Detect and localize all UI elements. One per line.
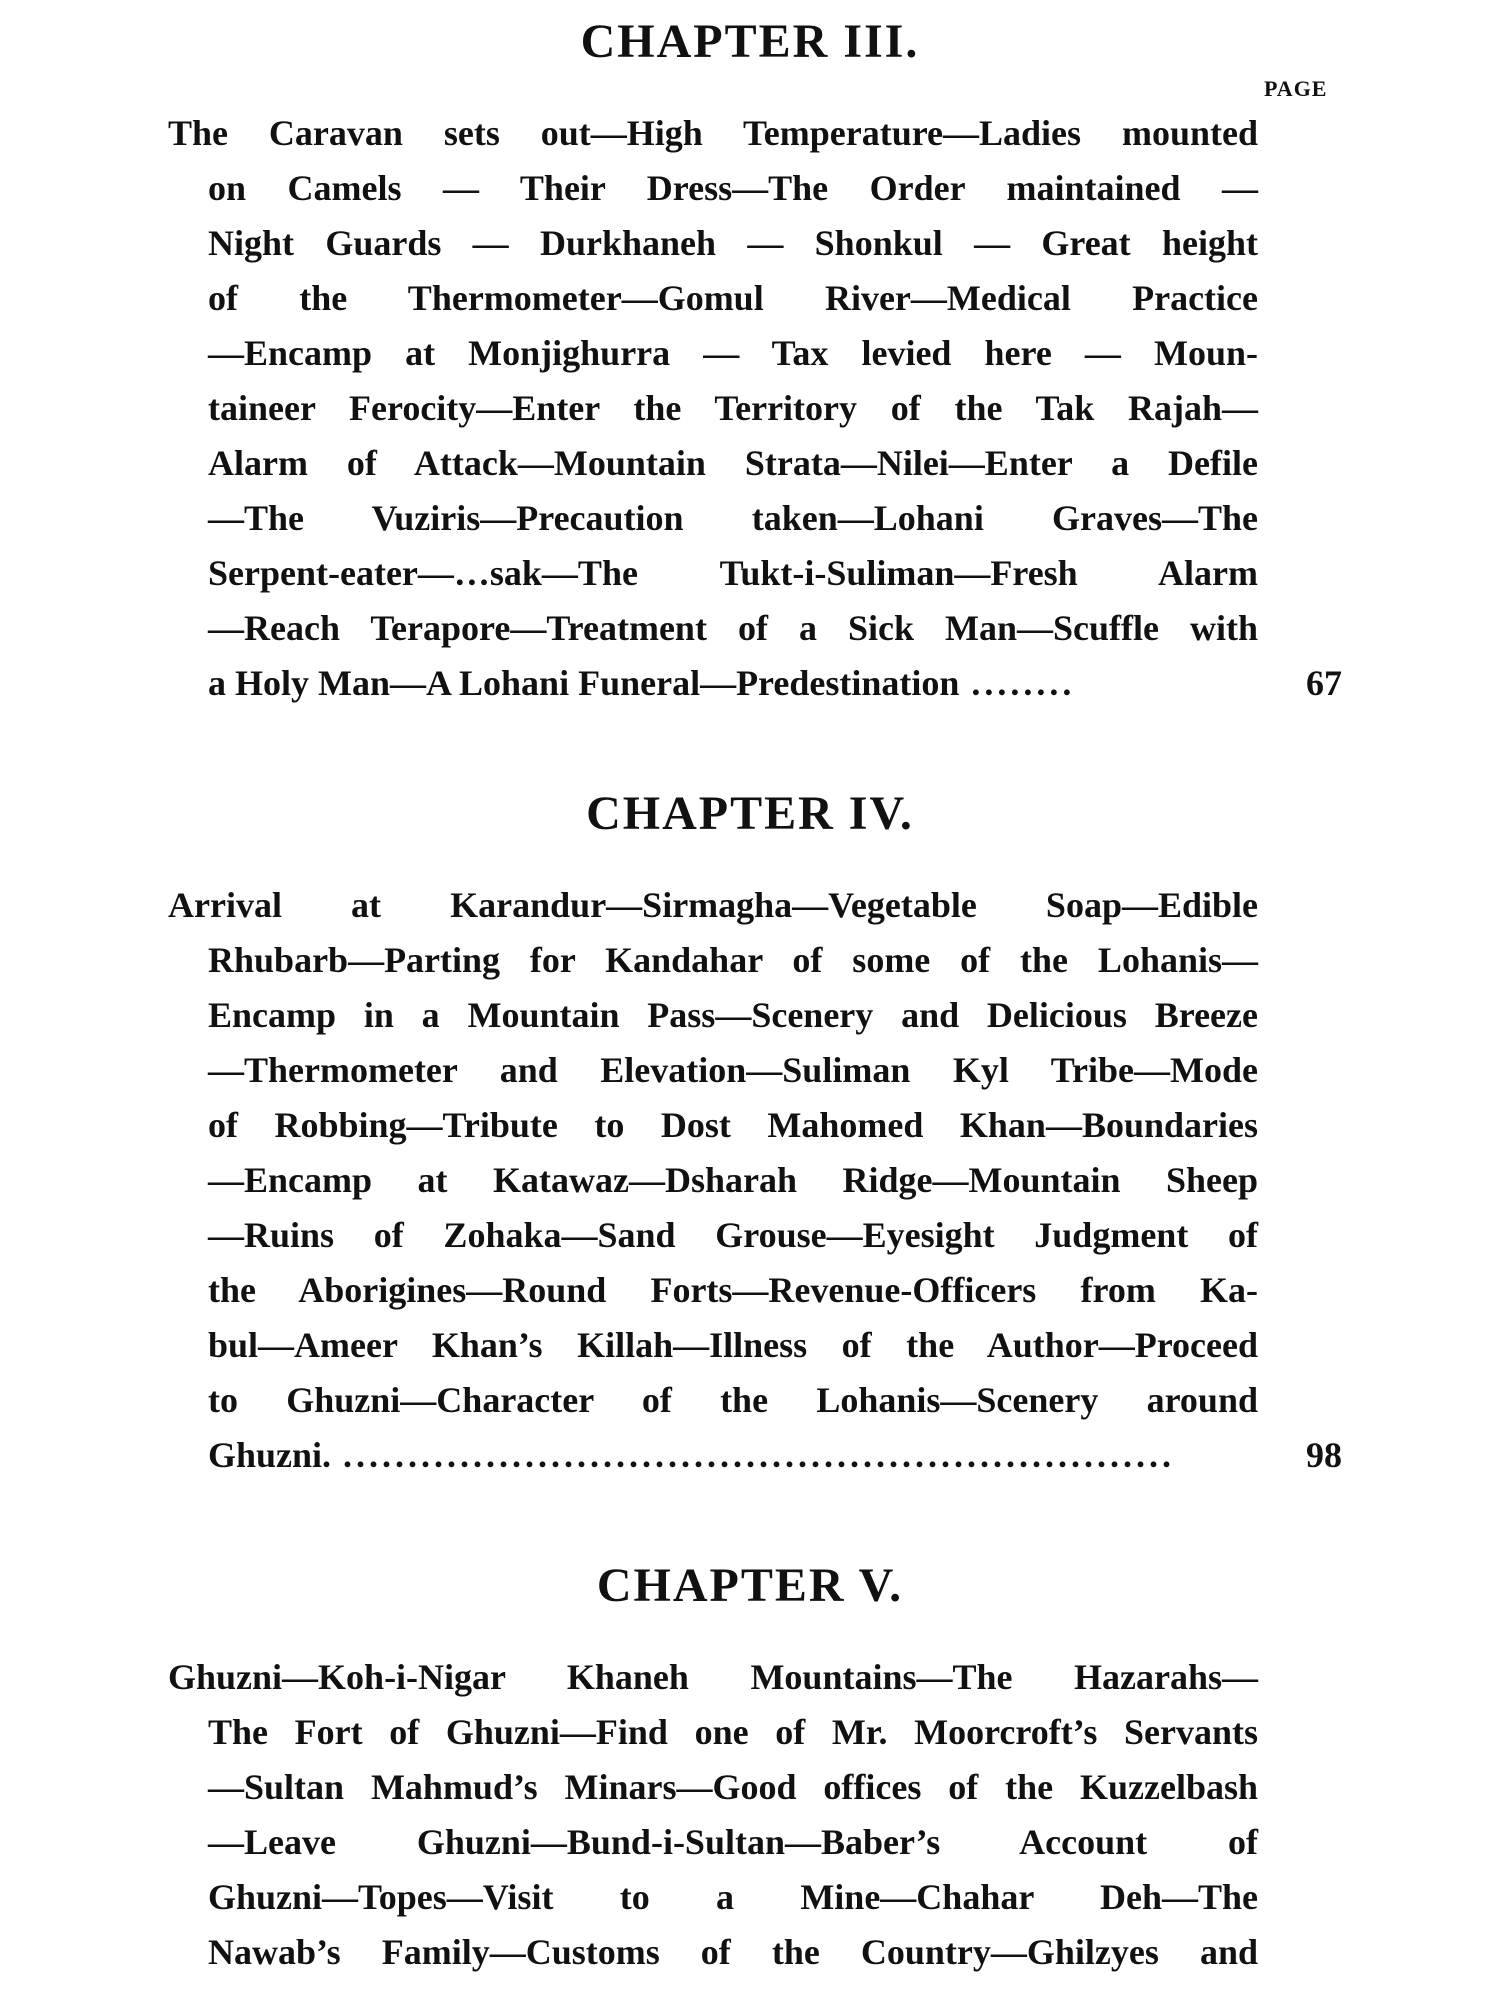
dot-leader: ........ xyxy=(971,663,1076,703)
page-number: 98 xyxy=(1306,1435,1342,1475)
summary-line: to Ghuzni—Character of the Lohanis—Scenery around xyxy=(208,1380,1258,1420)
summary-line: —Reach Terapore—Treatment of a Sick Man—Scuffle with xyxy=(208,608,1258,648)
chapter-summary xyxy=(168,1650,1258,1980)
summary-line: —Thermometer and Elevation—Suliman Kyl Tribe—Mode xyxy=(208,1050,1258,1090)
summary-line-text: a Holy Man—A Lohani Funeral—Predestination xyxy=(208,663,960,703)
summary-line: Rhubarb—Parting for Kandahar of some of the Lohanis— xyxy=(208,940,1258,980)
summary-line: —Encamp at Katawaz—Dsharah Ridge—Mountain Sheep xyxy=(208,1160,1258,1200)
summary-line: of Robbing—Tribute to Dost Mahomed Khan—Boundaries xyxy=(208,1105,1258,1145)
summary-line: The Caravan sets out—High Temperature—Ladies mounted xyxy=(168,113,1258,153)
summary-line xyxy=(168,1428,1258,1483)
chapter-title: CHAPTER IV. xyxy=(586,787,914,840)
chapter-title: CHAPTER V. xyxy=(596,1559,904,1612)
summary-line: Night Guards — Durkhaneh — Shonkul — Great height xyxy=(208,223,1258,263)
summary-line: Ghuzni—Topes—Visit to a Mine—Chahar Deh—The xyxy=(208,1877,1258,1917)
summary-line: —The Vuziris—Precaution taken—Lohani Graves—The xyxy=(208,498,1258,538)
summary-line: bul—Ameer Khan’s Killah—Illness of the Author—Proceed xyxy=(208,1325,1258,1365)
summary-line: —Ruins of Zohaka—Sand Grouse—Eyesight Judgment of xyxy=(208,1215,1258,1255)
dot-leader: ................................................................ xyxy=(343,1435,1176,1475)
chapter-summary xyxy=(168,878,1258,1483)
summary-line: —Leave Ghuzni—Bund-i-Sultan—Baber’s Account of xyxy=(208,1822,1258,1862)
page-number: 67 xyxy=(1306,663,1342,703)
summary-line: Alarm of Attack—Mountain Strata—Nilei—Enter a Defile xyxy=(208,443,1258,483)
summary-line-text: Ghuzni. xyxy=(208,1435,332,1475)
summary-line: The Fort of Ghuzni—Find one of Mr. Moorcroft’s Servants xyxy=(208,1712,1258,1752)
summary-line: Ghuzni—Koh-i-Nigar Khaneh Mountains—The Hazarahs— xyxy=(168,1657,1258,1697)
summary-line: Nawab’s Family—Customs of the Country—Ghilzyes and xyxy=(208,1932,1258,1972)
summary-line: —Sultan Mahmud’s Minars—Good offices of the Kuzzelbash xyxy=(208,1767,1258,1807)
summary-line: Encamp in a Mountain Pass—Scenery and Delicious Breeze xyxy=(208,995,1258,1035)
summary-line: Arrival at Karandur—Sirmagha—Vegetable Soap—Edible xyxy=(168,885,1258,925)
chapter-summary xyxy=(168,106,1258,711)
summary-line: —Encamp at Monjighurra — Tax levied here — Moun- xyxy=(208,333,1258,373)
page-column-label: PAGE xyxy=(1264,76,1328,101)
summary-line: taineer Ferocity—Enter the Territory of the Tak Rajah— xyxy=(208,388,1258,428)
summary-line: the Aborigines—Round Forts—Revenue-Officers from Ka- xyxy=(208,1270,1258,1310)
summary-line xyxy=(168,656,1258,711)
chapter-title: CHAPTER III. xyxy=(580,15,920,68)
summary-line: of the Thermometer—Gomul River—Medical Practice xyxy=(208,278,1258,318)
summary-line: on Camels — Their Dress—The Order maintained — xyxy=(208,168,1258,208)
summary-line: Serpent-eater—…sak—The Tukt-i-Suliman—Fresh Alarm xyxy=(208,553,1258,593)
